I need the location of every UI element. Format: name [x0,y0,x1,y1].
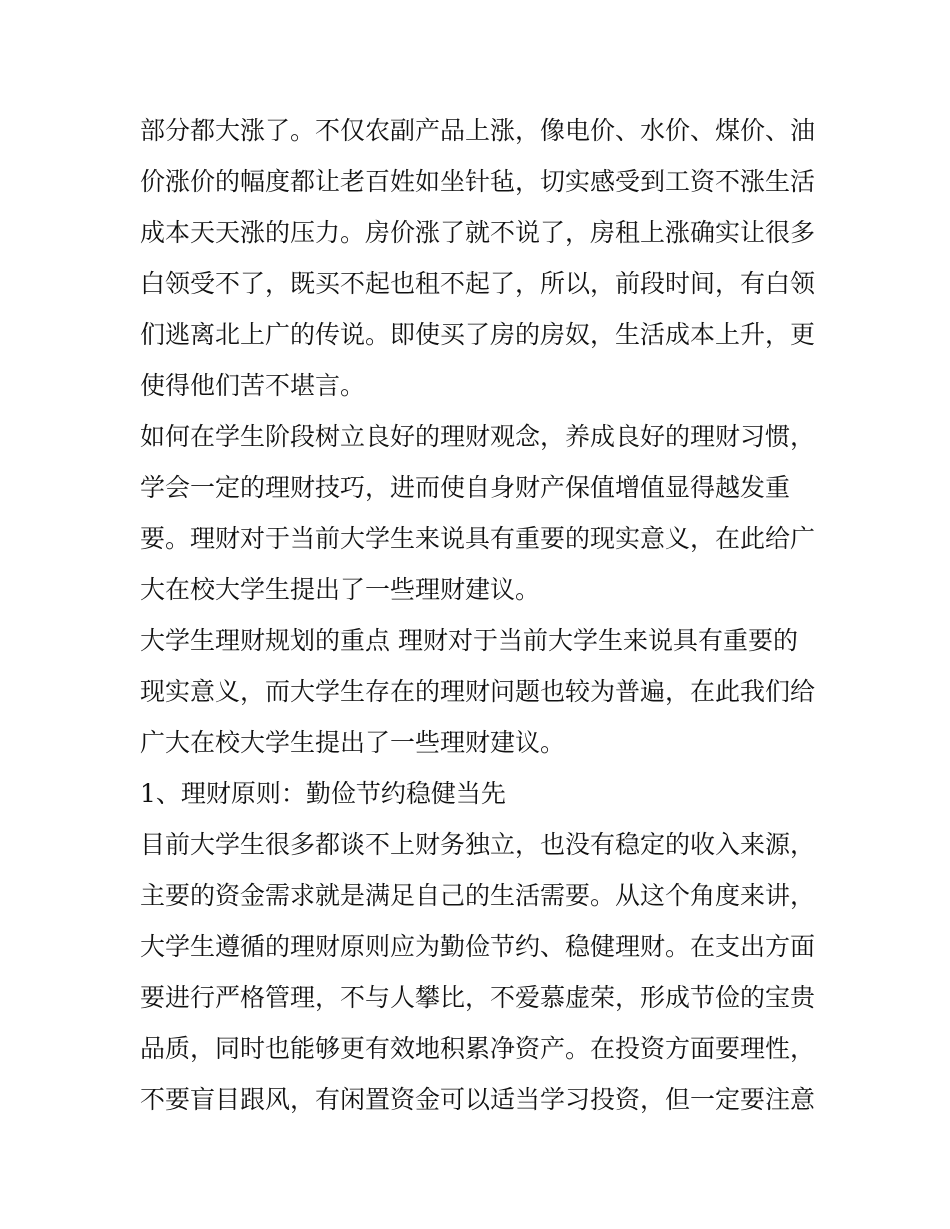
text-line: 目前大学生很多都谈不上财务独立，也没有稳定的收入来源， [140,830,815,859]
text-line: 要进行严格管理，不与人攀比，不爱慕虚荣，形成节俭的宝贵 [140,983,815,1012]
text-line: 学会一定的理财技巧，进而使自身财产保值增值显得越发重 [140,473,791,502]
text-line: 主要的资金需求就是满足自己的生活需要。从这个角度来讲， [140,881,815,910]
text-line: 大学生遵循的理财原则应为勤俭节约、稳健理财。在支出方面 [140,932,815,961]
text-line: 大在校大学生提出了一些理财建议。 [140,575,541,604]
document-body [140,105,815,1125]
text-line: 品质，同时也能够更有效地积累净资产。在投资方面要理性， [140,1034,815,1063]
text-line: 部分都大涨了。不仅农副产品上涨，像电价、水价、煤价、油 [140,116,815,145]
text-line: 现实意义，而大学生存在的理财问题也较为普遍，在此我们给 [140,677,815,706]
text-line: 成本天天涨的压力。房价涨了就不说了，房租上涨确实让很多 [140,218,815,247]
text-line: 价涨价的幅度都让老百姓如坐针毡，切实感受到工资不涨生活 [140,167,815,196]
text-line: 要。理财对于当前大学生来说具有重要的现实意义，在此给广 [140,524,815,553]
text-line: 使得他们苦不堪言。 [140,371,366,400]
text-line: 不要盲目跟风，有闲置资金可以适当学习投资，但一定要注意 [140,1085,815,1114]
section-heading: 1、理财原则：勤俭节约稳健当先 [140,779,506,808]
text-line: 如何在学生阶段树立良好的理财观念，养成良好的理财习惯， [140,422,815,451]
text-line: 白领受不了，既买不起也租不起了，所以，前段时间，有白领 [140,269,815,298]
text-line: 大学生理财规划的重点 理财对于当前大学生来说具有重要的 [140,626,798,655]
text-line: 们逃离北上广的传说。即使买了房的房奴，生活成本上升，更 [140,320,815,349]
text-line: 广大在校大学生提出了一些理财建议。 [140,728,566,757]
